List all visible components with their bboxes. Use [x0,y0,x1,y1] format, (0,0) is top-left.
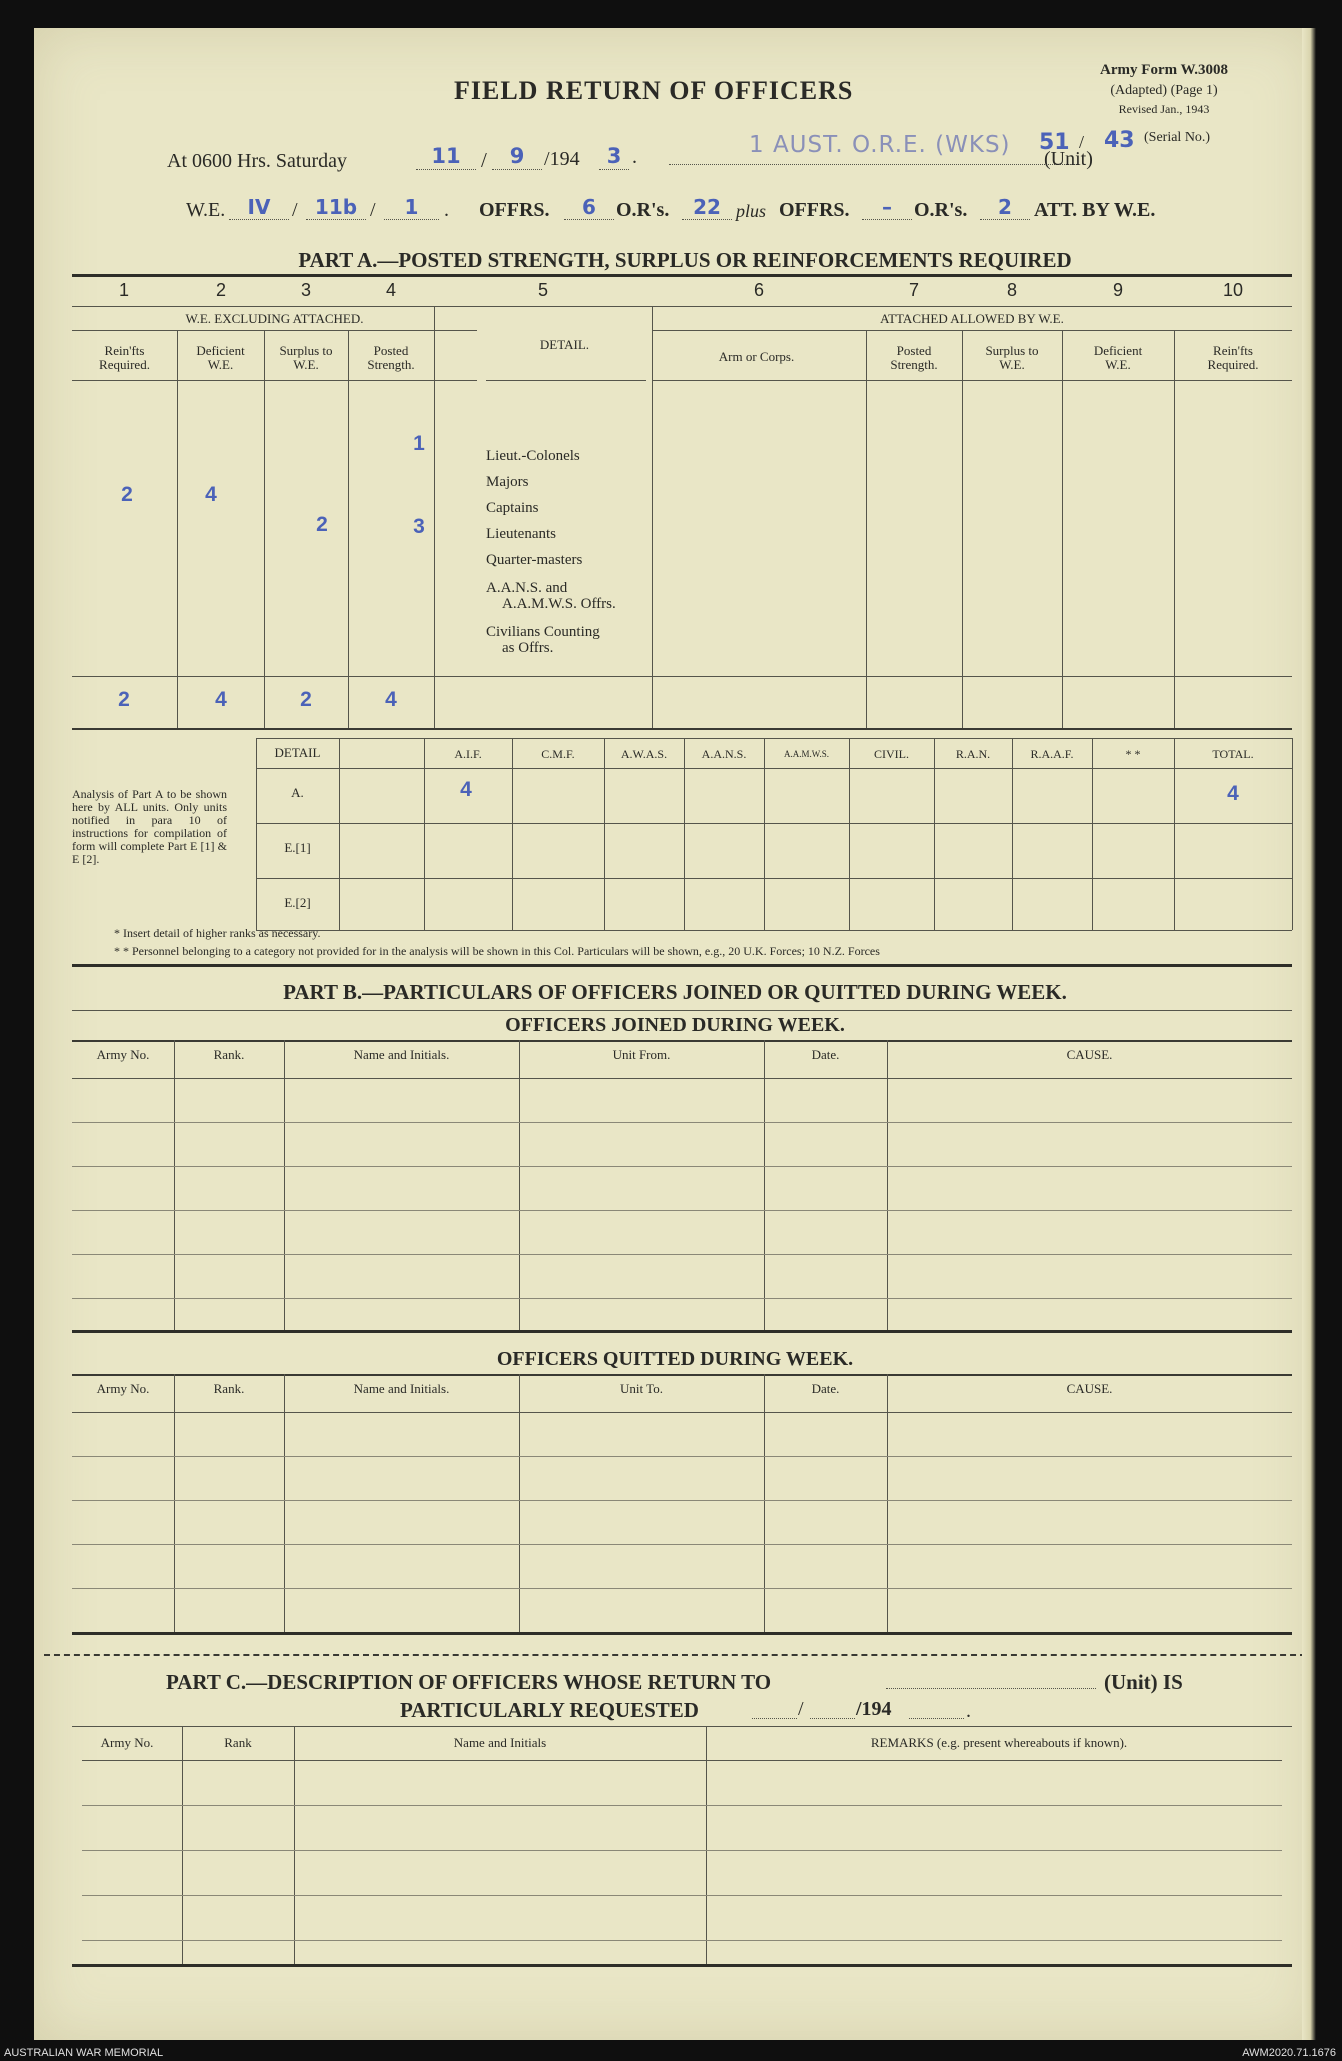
grid-line [1292,738,1293,930]
left-column-header: Rein'fts Required. [99,343,150,372]
table-column-header: Unit To. [620,1381,663,1396]
part-c-title-b: PARTICULARLY REQUESTED [400,1698,699,1722]
offrs2-value: – [862,195,912,220]
rank-label: Lieut.-Colonels [486,448,580,464]
rank-label: as Offrs. [502,640,554,656]
analysis-row-label: A. [291,785,304,800]
total-value: 4 [215,688,227,711]
rank-label: Civilians Counting [486,624,600,640]
table-column-header: CAUSE. [1066,1381,1113,1396]
column-number: 3 [300,280,311,300]
att-label: ATT. BY W.E. [1034,199,1156,221]
offrs-value: 6 [564,195,614,220]
cap-posted: 3 [413,515,425,538]
form-sheet: Army Form W.3008 (Adapted) (Page 1) Revised Jan., 1943 FIELD RETURN OF OFFICERS At 0600 Hrs. Saturday 11 / 9 /194 3 . 1 AUST. O.R.E. (WKS) 51 / 43 (Serial No.) (Unit) W.E. IV / 11b / 1 . OFFRS. 6 O.R's. 22 plus OFFRS. – O.R's. 2 ATT. BY W.E. PART A.—POSTED STRENGTH, SURPLUS OR REINFORCEMENTS REQUIRED 1 2 3 4 5 6 7 8 9 10 W.E. EXCLUDING ATTACHED. ATTACHED ALLOWED BY W.E. DETAIL. Rein'fts Required. Deficient W.E. Surplus to W.E. Posted Strength. Arm or Corps. Posted Strength. Surplus to W.E. Deficient W.E. Rein'fts Required. Lieut.-Colonels Majors Captains Lieutenants Quarter-masters A.A.N.S. and A.A.M.W.S. Offrs. Civilians Counting as Offrs. 1 2 4 2 3 2 4 2 4 Analysis of Part A to be shown here by ALL units. Only units notified in para 10 of instructions for compilation of form will complete Part E [1] & E [2]. DETAIL A.I.F. C.M.F. A.W.A.S. A.A.N.S. A.A.M.W.S. CIVIL. R.A.N. R.A.A.F. * * TOTAL. A. E.[1] E.[2] 4 4 * Insert detail of higher ranks as necessary. * * Personnel belonging to a category not provided for in the analysis will be shown in this Col. Particulars will be shown, e.g., 20 U.K. Forces; 10 N.Z. Forces PART B.—PARTICULARS OF OFFICERS JOINED OR QUITTED DURING WEEK. OFFICERS JOINED DURING WEEK. Army No. Rank. Name and Initials. Unit From. Date. CAUSE. OFFICERS QUITTED DURING WEEK. Army No. Rank. Name and Initials. Unit To. Date. CAUSE. PART C.—DESCRIPTION OF OFFICERS WHOSE RETURN TO (Unit) IS PARTICULARLY REQUESTED / /194 . Army No. Rank Name and Initials REMARKS (e.g. present whereabouts if known). [34,28,1316,2040]
grid-line [284,1040,285,1330]
grid-line [174,1040,175,1330]
part-c-year: /194 [856,1698,892,1720]
ors2-label: O.R's. [914,199,968,221]
serial-a: 51 [1039,130,1070,155]
table-row [72,1298,1292,1299]
we-c: 1 [384,195,439,220]
footnote-1: * Insert detail of higher ranks as necessary. [114,926,321,940]
cap-surplus: 2 [316,513,328,536]
grid-line [348,330,349,728]
grid-line [256,738,1292,739]
analysis-row-label: E.[1] [284,840,311,855]
grid-line [294,1726,295,1964]
part-c-unit-label: (Unit) IS [1104,1670,1183,1694]
at-label: At 0600 Hrs. Saturday [167,150,347,172]
analysis-row-label: E.[2] [284,895,311,910]
grid-line [604,738,605,930]
total-value: 4 [385,688,397,711]
table-column-header: Army No. [96,1047,150,1062]
table-row [82,1895,1282,1896]
grid-line [512,738,513,930]
left-column-header: Posted Strength. [367,343,415,372]
grid-line [182,1726,183,1964]
grid-line [256,878,1292,879]
grid-line [72,1078,1292,1079]
grid-line [256,768,1292,769]
table-row [72,1456,1292,1457]
analysis-column-header: A.W.A.S. [620,747,668,761]
column-number: 6 [753,280,764,300]
detail-header: DETAIL. [539,337,590,352]
offrs-label: OFFRS. [479,199,550,221]
column-number: 2 [215,280,226,300]
part-c-title-a: PART C.—DESCRIPTION OF OFFICERS WHOSE RETURN TO [166,1670,772,1694]
analysis-column-header: A.A.N.S. [701,747,747,761]
part-c-column-header: Army No. [100,1735,154,1750]
date-month: 9 [509,144,525,168]
offrs2-label: OFFRS. [779,199,850,221]
group-right-header: ATTACHED ALLOWED BY W.E. [880,311,1064,326]
analysis-column-header: A.A.M.W.S. [784,749,829,759]
table-row [72,1254,1292,1255]
table-column-header: Rank. [213,1381,245,1396]
rank-label: Quarter-masters [486,552,583,568]
column-number: 4 [385,280,396,300]
part-a-title: PART A.—POSTED STRENGTH, SURPLUS OR REINFORCEMENTS REQUIRED [298,248,1072,272]
right-column-header: Posted Strength. [890,343,938,372]
serial-no-label: (Serial No.) [1144,130,1211,145]
unit-stamp: 1 AUST. O.R.E. (WKS) [749,132,1011,158]
grid-line [519,1040,520,1330]
grid-line [684,738,685,930]
we-b: 11b [306,195,366,220]
grid-line [652,306,653,728]
grid-line [866,330,867,728]
maj-deficient: 4 [205,483,217,506]
grid-line [1092,738,1093,930]
left-column-header: Surplus to W.E. [279,343,333,372]
grid-line [764,1040,765,1330]
ors-label: O.R's. [616,199,670,221]
table-column-header: Date. [811,1381,840,1396]
joined-title: OFFICERS JOINED DURING WEEK. [505,1014,845,1036]
footer-left: AUSTRALIAN WAR MEMORIAL [4,2047,164,2059]
tear-line [44,1654,1306,1656]
table-column-header: Army No. [96,1381,150,1396]
rank-label: A.A.N.S. and [486,580,568,596]
grid-line [177,330,178,728]
we-a: IV [229,195,289,220]
grid-line [256,930,1292,931]
total-value: 2 [118,688,130,711]
grid-line [1062,330,1063,728]
arm-corps-header: Arm or Corps. [718,349,795,364]
ors-value: 22 [682,195,732,220]
adapted-label: (Adapted) (Page 1) [1110,83,1218,98]
ors2-value: 2 [980,195,1030,220]
part-c-column-header: REMARKS (e.g. present whereabouts if known). [870,1735,1128,1750]
column-number: 5 [537,280,548,300]
table-row [72,1588,1292,1589]
grid-line [434,306,435,728]
maj-reinforcements: 2 [121,483,133,506]
analysis-aif-value: 4 [460,778,472,801]
grid-line [82,1760,1282,1761]
revised-label: Revised Jan., 1943 [1118,102,1210,116]
right-column-header: Deficient W.E. [1093,343,1143,372]
group-left-header: W.E. EXCLUDING ATTACHED. [185,311,364,326]
analysis-column-header: R.A.A.F. [1030,747,1074,761]
analysis-detail-header: DETAIL [274,745,321,760]
table-row [72,1210,1292,1211]
analysis-total-value: 4 [1227,782,1239,805]
analysis-column-header: R.A.N. [955,747,991,761]
part-c-column-header: Name and Initials [453,1735,547,1750]
grid-line [486,676,646,677]
grid-line [256,823,1292,824]
grid-line [934,738,935,930]
table-row [72,1166,1292,1167]
grid-line [887,1040,888,1330]
column-number: 7 [908,280,919,300]
part-b-title: PART B.—PARTICULARS OF OFFICERS JOINED OR QUITTED DURING WEEK. [283,980,1067,1004]
rank-label: A.A.M.W.S. Offrs. [502,596,616,612]
grid-line [264,330,265,728]
analysis-column-header: TOTAL. [1212,747,1254,761]
table-column-header: CAUSE. [1066,1047,1113,1062]
analysis-column-header: C.M.F. [541,747,575,761]
grid-line [849,738,850,930]
year-prefix: 194 [549,148,580,170]
part-c-unit-field [886,1688,1096,1689]
table-row [82,1805,1282,1806]
analysis-column-header: CIVIL. [874,747,909,761]
grid-line [424,738,425,930]
form-title: FIELD RETURN OF OFFICERS [454,76,854,105]
column-number: 1 [118,280,129,300]
year-suffix: 3 [606,144,622,168]
table-row [82,1850,1282,1851]
left-column-header: Deficient W.E. [196,343,245,372]
grid-line [72,1412,1292,1413]
quitted-title: OFFICERS QUITTED DURING WEEK. [496,1348,854,1370]
paper-edge [1302,28,1316,2040]
lt-col-posted: 1 [413,432,425,455]
table-row [72,1500,1292,1501]
rank-label: Lieutenants [486,526,556,542]
rank-label: Captains [486,500,539,516]
footer-right: AWM2020.71.1676 [1242,2047,1336,2059]
table-column-header: Name and Initials. [353,1381,450,1396]
unit-label: (Unit) [1044,148,1093,170]
rank-label: Majors [486,474,529,490]
grid-line [339,738,340,930]
plus-label: plus [736,201,767,221]
right-column-header: Surplus to W.E. [985,343,1039,372]
grid-line [486,380,646,381]
table-column-header: Rank. [213,1047,245,1062]
serial-b: 43 [1104,128,1135,153]
table-row [82,1940,1282,1941]
we-label: W.E. [186,199,226,221]
analysis-note: Analysis of Part A to be shown here by ALL units. Only units notified in para 10 of instructions for compilation of form will complete Part E [1] & E [2]. [72,787,227,866]
date-day: 11 [431,144,461,168]
grid-line [1174,738,1175,930]
right-column-header: Rein'fts Required. [1207,343,1259,372]
table-column-header: Name and Initials. [353,1047,450,1062]
table-row [72,1122,1292,1123]
analysis-column-header: * * [1125,747,1141,761]
table-column-header: Unit From. [612,1047,671,1062]
grid-line [706,1726,707,1964]
column-number: 10 [1222,280,1244,300]
table-column-header: Date. [811,1047,840,1062]
grid-line [1174,330,1175,728]
part-c-column-header: Rank [224,1735,252,1750]
army-form-number: Army Form W.3008 [1100,62,1228,78]
grid-line [764,738,765,930]
column-number: 8 [1006,280,1017,300]
footnote-2: * * Personnel belonging to a category not provided for in the analysis will be shown in this Col. Particulars will be shown, e.g., 20 U.K. Forces; 10 N.Z. Forces [114,944,880,958]
grid-line [1012,738,1013,930]
analysis-column-header: A.I.F. [454,747,482,761]
column-number: 9 [1112,280,1123,300]
table-row [72,1544,1292,1545]
grid-line [962,330,963,728]
total-value: 2 [300,688,312,711]
